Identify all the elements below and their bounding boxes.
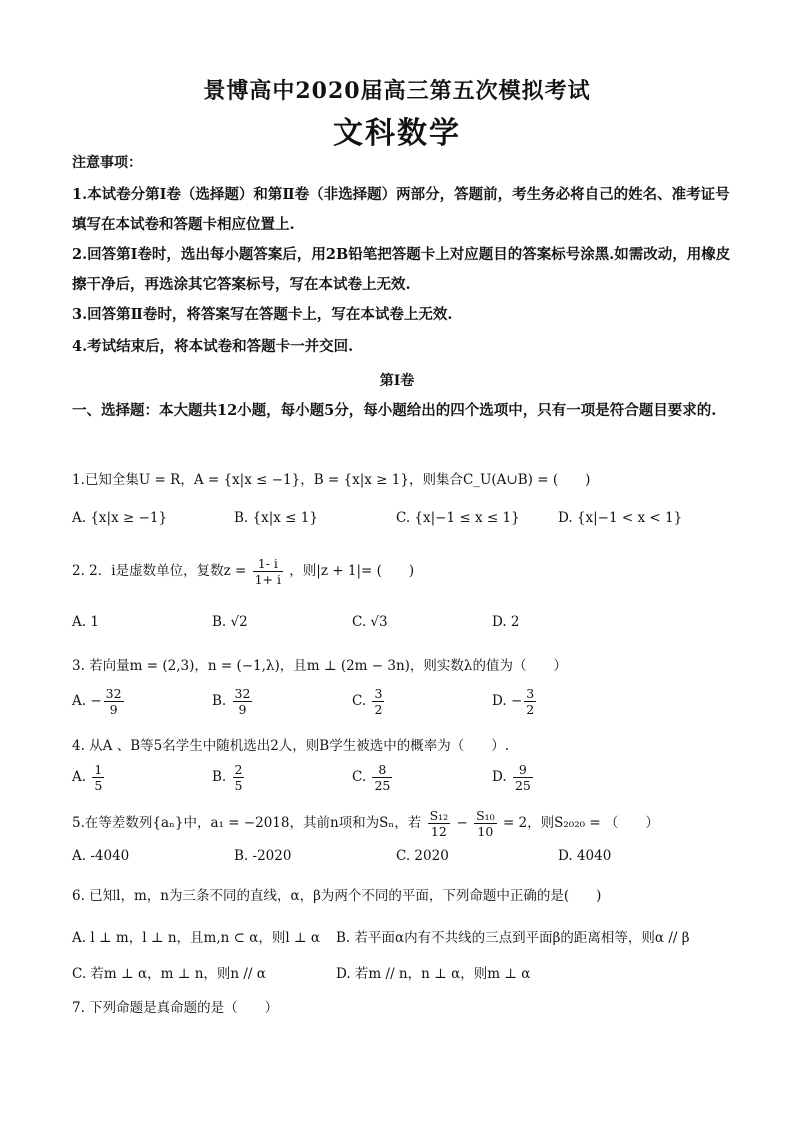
fraction-numerator: 32: [234, 686, 251, 701]
note-item-1: 1.本试卷分第Ⅰ卷（选择题）和第Ⅱ卷（非选择题）两部分，答题前，考生务必将自己的姓名、准考证号填写在本试卷和答题卡相应位置上.: [72, 186, 730, 233]
fraction-denominator: 9: [238, 702, 247, 717]
question-4-option-b: [212, 762, 246, 793]
notes-heading: 注意事项：: [72, 155, 142, 171]
option-label: D.: [492, 769, 507, 785]
question-6-option-c: C. 若m ⊥ α，m ⊥ n，则n // α: [72, 966, 266, 982]
question-4-option-a: [72, 762, 106, 793]
option-label: A.: [72, 693, 87, 709]
fraction-numerator: 32: [105, 686, 122, 701]
question-6-stem: 6. 已知l，m，n为三条不同的直线，α，β为两个不同的平面，下列命题中正确的是( ): [72, 888, 602, 904]
question-3-option-b: [212, 686, 254, 717]
fraction-numerator: 3: [526, 686, 535, 701]
question-1-option-d: D. {x|−1 < x < 1}: [558, 510, 683, 526]
question-2-stem-end: ，则|z + 1|= ( ): [289, 563, 415, 579]
question-4-option-c: [352, 762, 394, 793]
question-7-stem: 7. 下列命题是真命题的是（ ）: [72, 1000, 279, 1016]
question-6-option-a: A. l ⊥ m，l ⊥ n，且m,n ⊂ α，则l ⊥ α: [72, 930, 321, 946]
question-1-stem: 1.已知全集U = R，A = {x|x ≤ −1}，B = {x|x ≥ 1}，则集合C_U(A∪B) = ( ): [72, 472, 591, 488]
option-label: D.: [492, 693, 507, 709]
option-sign: −: [510, 693, 523, 709]
question-4-option-d: [492, 762, 535, 793]
question-2-stem-start: 2. 2．i是虚数单位，复数z =: [72, 563, 247, 579]
note-item-3: 3.回答第Ⅱ卷时，将答案写在答题卡上，写在本试卷上无效.: [72, 306, 453, 323]
question-3-option-a: [72, 686, 126, 717]
option-fraction: [233, 686, 253, 717]
question-5-stem-end: = 2，则S₂₀₂₀ = （ ）: [502, 815, 659, 831]
question-6-option-d: D. 若m // n，n ⊥ α，则m ⊥ α: [336, 966, 531, 982]
question-4-stem: 4. 从A 、B等5名学生中随机选出2人，则B学生被选中的概率为（ ）.: [72, 738, 510, 754]
option-label: B.: [212, 693, 227, 709]
fraction-numerator: 2: [234, 762, 243, 777]
fraction-denominator: 2: [526, 702, 535, 717]
fraction-numerator: 8: [372, 762, 392, 778]
question-2-option-c: C. √3: [352, 614, 388, 630]
question-5-stem: [72, 808, 659, 839]
question-2-fraction: [253, 556, 283, 587]
fraction-denominator: 5: [234, 778, 243, 793]
question-3-option-d: [492, 686, 538, 717]
question-2-option-b: B. √2: [212, 614, 248, 630]
fraction-denominator: 25: [514, 778, 531, 793]
fraction-numerator: 1: [94, 762, 103, 777]
question-5-fraction-2: [474, 808, 497, 839]
option-label: C.: [352, 693, 367, 709]
question-6-option-b: B. 若平面α内有不共线的三点到平面β的距离相等，则α // β: [336, 930, 690, 946]
fraction-denominator: 1+ i: [254, 572, 281, 587]
question-1-option-a: A. {x|x ≥ −1}: [72, 510, 168, 526]
fraction-denominator: 5: [94, 778, 103, 793]
question-5-option-d: D. 4040: [558, 848, 612, 864]
question-5-fraction-1: [428, 808, 451, 839]
option-label: B.: [212, 769, 227, 785]
fraction-denominator: 25: [374, 778, 391, 793]
option-fraction: [513, 762, 533, 793]
note-item-2: 2.回答第Ⅰ卷时，选出每小题答案后，用2B铅笔把答题卡上对应题目的答案标号涂黑.如需改动，用橡皮擦干净后，再选涂其它答案标号，写在本试卷上无效.: [72, 246, 731, 293]
fraction-numerator: 3: [374, 686, 383, 701]
fraction-denominator: 12: [430, 824, 447, 839]
option-label: A.: [72, 769, 87, 785]
subject-title: 文科数学: [333, 116, 461, 151]
option-fraction: [524, 686, 536, 717]
question-5-option-a: A. -4040: [72, 848, 130, 864]
question-2-option-d: D. 2: [492, 614, 520, 630]
question-3-option-c: [352, 686, 386, 717]
option-fraction: [104, 686, 124, 717]
section-title: 一、选择题：本大题共12小题，每小题5分，每小题给出的四个选项中，只有一项是符合题目要求的.: [72, 402, 717, 419]
fraction-numerator: 9: [513, 762, 533, 778]
question-1-option-c: C. {x|−1 ≤ x ≤ 1}: [396, 510, 520, 526]
note-item-4: 4.考试结束后，将本试卷和答题卡一并交回.: [72, 338, 354, 355]
question-3-stem: 3. 若向量m = (2,3)，n = (−1,λ)，且m ⊥ (2m − 3n)，则实数λ的值为（ ）: [72, 658, 567, 674]
fraction-numerator: 1- i: [253, 556, 283, 572]
option-fraction: [372, 762, 392, 793]
question-2-stem: [72, 556, 414, 587]
part-one-title: 第Ⅰ卷: [379, 373, 415, 389]
school-exam-title: 景博高中2020届高三第五次模拟考试: [203, 78, 591, 104]
question-1-option-b: B. {x|x ≤ 1}: [234, 510, 318, 526]
fraction-denominator: 10: [477, 824, 494, 839]
fraction-denominator: 2: [374, 702, 383, 717]
option-fraction: [92, 762, 104, 793]
fraction-numerator: S₁₂: [429, 808, 449, 823]
question-5-option-b: B. -2020: [234, 848, 292, 864]
option-fraction: [372, 686, 384, 717]
question-5-option-c: C. 2020: [396, 848, 449, 864]
option-sign: −: [90, 693, 102, 709]
fraction-denominator: 9: [109, 702, 118, 717]
question-2-option-a: A. 1: [72, 614, 99, 630]
option-label: C.: [352, 769, 367, 785]
question-5-minus: −: [456, 815, 468, 831]
fraction-numerator: S₁₀: [476, 808, 495, 823]
option-fraction: [233, 762, 245, 793]
question-5-stem-start: 5.在等差数列{aₙ}中，a₁ = −2018，其前n项和为Sₙ，若: [72, 815, 422, 831]
